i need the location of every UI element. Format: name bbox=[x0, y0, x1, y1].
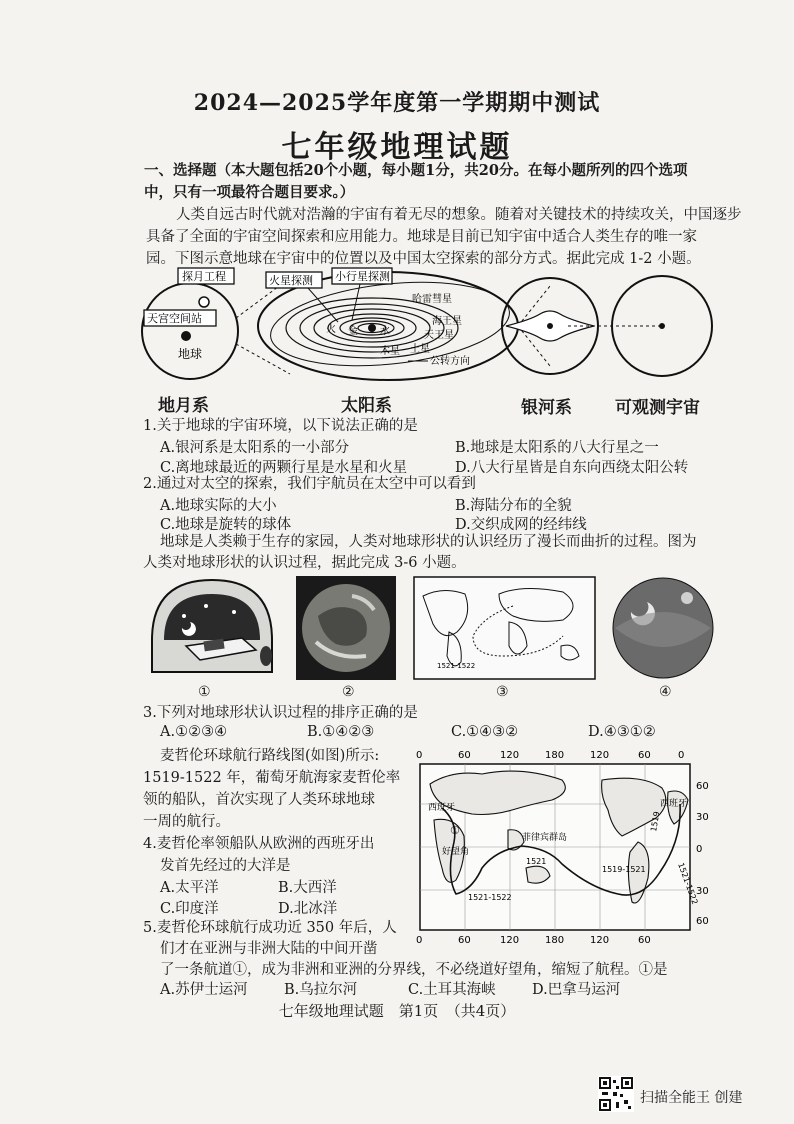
map-top-tick-2: 120 bbox=[500, 750, 520, 761]
q2-option-b[interactable]: B.海陆分布的全貌 bbox=[455, 498, 572, 514]
map-right-tick-1: 30 bbox=[696, 812, 709, 823]
q1-stem: 1.关于地球的宇宙环境，以下说法正确的是 bbox=[143, 418, 418, 434]
map-philippines: 菲律宾群岛 bbox=[522, 833, 568, 843]
uranus-label: 天王星 bbox=[424, 330, 454, 341]
saturn-label: 土星 bbox=[410, 344, 430, 355]
scan-app-watermark: 扫描全能王 创建 bbox=[640, 1090, 743, 1106]
q5-option-b[interactable]: B.乌拉尔河 bbox=[284, 982, 358, 998]
map-top-tick-6: 0 bbox=[678, 750, 685, 761]
passage2-line1: 地球是人类赖于生存的家园，人类对地球形状的认识经历了漫长而曲折的过程。图为 bbox=[160, 534, 697, 550]
q4-option-d[interactable]: D.北冰洋 bbox=[278, 901, 338, 917]
figure-number-4: ④ bbox=[659, 684, 672, 700]
map-route-1521: 1521 bbox=[526, 857, 547, 866]
map-bottom-tick-4: 120 bbox=[590, 935, 610, 946]
q2-option-c[interactable]: C.地球是旋转的球体 bbox=[160, 517, 292, 533]
map-right-tick-3: 30 bbox=[696, 886, 709, 897]
passage2-line2: 人类对地球形状的认识过程，据此完成 3-6 小题。 bbox=[143, 555, 466, 571]
map-route-1521-1522: 1521-1522 bbox=[468, 893, 512, 902]
caption-universe: 可观测宇宙 bbox=[615, 398, 700, 418]
q4-option-c[interactable]: C.印度洋 bbox=[160, 901, 219, 917]
caption-galaxy: 银河系 bbox=[521, 398, 572, 418]
map-top-tick-0: 0 bbox=[416, 750, 423, 761]
map-bottom-tick-2: 120 bbox=[500, 935, 520, 946]
map-top-tick-3: 180 bbox=[545, 750, 565, 761]
figure-number-3: ③ bbox=[496, 684, 509, 700]
section-instruction-2: 中，只有一项最符合题目要求。） bbox=[144, 184, 355, 201]
tiangong-label: 天宫空间站 bbox=[147, 312, 202, 325]
route-year-label: 1521-1522 bbox=[437, 662, 476, 670]
section-instruction-1: 一、选择题（本大题包括20个小题，每小题1分，共20分。在每小题所列的四个选项 bbox=[144, 162, 688, 179]
caption-solar: 太阳系 bbox=[341, 396, 392, 416]
caption-earth-moon: 地月系 bbox=[158, 396, 209, 416]
revolution-label: 公转方向 bbox=[430, 356, 470, 367]
map-route-1521-1522b: 1521-1522 bbox=[676, 861, 700, 906]
q5-stem-3: 了一条航道①，成为非洲和亚洲的分界线，不必绕道好望角，缩短了航程。①是 bbox=[160, 962, 668, 978]
q5-option-a[interactable]: A.苏伊士运河 bbox=[160, 982, 248, 998]
map-spain-left: 西班牙 bbox=[428, 803, 456, 813]
mercury-label: 水 bbox=[380, 326, 390, 337]
q1-option-c[interactable]: C.离地球最近的两颗行星是水星和火星 bbox=[160, 460, 408, 476]
map-spain-right: 西班牙 bbox=[660, 799, 688, 809]
q3-option-a[interactable]: A.①②③④ bbox=[160, 724, 228, 740]
q1-option-a[interactable]: A.银河系是太阳系的一小部分 bbox=[160, 440, 350, 456]
dome-sky-image bbox=[146, 576, 278, 680]
mars-probe-label: 火星探测 bbox=[269, 274, 313, 287]
map-bottom-tick-1: 60 bbox=[458, 935, 471, 946]
halley-label: 哈雷彗星 bbox=[412, 294, 452, 305]
q5-stem-1: 5.麦哲伦环球航行成功近 350 年后，人 bbox=[143, 920, 397, 936]
sun-icon bbox=[368, 324, 376, 332]
q2-stem: 2.通过对太空的探索，我们宇航员在太空中可以看到 bbox=[143, 476, 476, 492]
passage3-line4: 一周的航行。 bbox=[143, 814, 230, 830]
moon-icon bbox=[199, 297, 209, 307]
q3-stem: 3.下列对地球形状认识过程的排序正确的是 bbox=[143, 705, 418, 721]
earth-shadow-moon-image bbox=[611, 576, 715, 680]
map-good-hope: 好望角 bbox=[442, 847, 470, 857]
figure-number-2: ② bbox=[342, 684, 355, 700]
q1-option-b[interactable]: B.地球是太阳系的八大行星之一 bbox=[455, 440, 659, 456]
map-waterway-1: ① bbox=[450, 824, 460, 837]
q3-option-b[interactable]: B.①④②③ bbox=[307, 724, 375, 740]
q2-option-a[interactable]: A.地球实际的大小 bbox=[160, 498, 277, 514]
exam-title: 2024—2025学年度第一学期期中测试 bbox=[193, 90, 601, 116]
magellan-route-map bbox=[412, 744, 722, 950]
figure-number-1: ① bbox=[198, 684, 211, 700]
map-top-tick-1: 60 bbox=[458, 750, 471, 761]
q4-stem-1: 4.麦哲伦率领船队从欧洲的西班牙出 bbox=[143, 836, 375, 852]
q1-option-d[interactable]: D.八大行星皆是自东向西绕太阳公转 bbox=[455, 460, 689, 476]
map-right-tick-0: 60 bbox=[696, 781, 709, 792]
map-top-tick-4: 120 bbox=[590, 750, 610, 761]
passage1-line2: 具备了全面的宇宙空间探索和应用能力。地球是目前已知宇宙中适合人类生存的唯一家 bbox=[146, 229, 697, 245]
q4-stem-2: 发首先经过的大洋是 bbox=[160, 858, 291, 874]
passage3-line2: 1519-1522 年，葡萄牙航海家麦哲伦率 bbox=[143, 770, 401, 786]
universe-diagram bbox=[140, 266, 730, 386]
earth-photo-image bbox=[296, 576, 396, 680]
page-footer: 七年级地理试题 第1页 （共4页） bbox=[278, 1002, 516, 1020]
q5-option-c[interactable]: C.土耳其海峡 bbox=[408, 982, 496, 998]
venus-label: 金 bbox=[348, 326, 358, 337]
q5-option-d[interactable]: D.巴拿马运河 bbox=[532, 982, 621, 998]
map-route-1519: 1519 bbox=[649, 810, 662, 833]
passage1-line3: 园。下图示意地球在宇宙中的位置以及中国太空探索的部分方式。据此完成 1-2 小题。 bbox=[146, 251, 701, 267]
q5-stem-2: 们才在亚洲与非洲大陆的中间开凿 bbox=[160, 941, 378, 957]
map-right-tick-2: 0 bbox=[696, 844, 703, 855]
map-top-tick-5: 60 bbox=[638, 750, 651, 761]
lunar-label: 探月工程 bbox=[182, 270, 226, 283]
map-bottom-tick-3: 180 bbox=[545, 935, 565, 946]
earth-moon-circle bbox=[142, 283, 238, 379]
earth-icon bbox=[181, 331, 191, 341]
world-route-image bbox=[413, 576, 596, 680]
mars-label: 火 bbox=[326, 324, 336, 335]
passage1-line1: 人类自远古时代就对浩瀚的宇宙有着无尽的想象。随着对关键技术的持续攻关，中国逐步 bbox=[176, 207, 742, 223]
passage3-line1: 麦哲伦环球航行路线图(如图)所示: bbox=[160, 748, 380, 764]
passage3-line3: 领的船队，首次实现了人类环球地球 bbox=[143, 792, 375, 808]
q4-option-b[interactable]: B.大西洋 bbox=[278, 880, 337, 896]
asteroid-probe-label: 小行星探测 bbox=[335, 270, 390, 283]
q3-option-c[interactable]: C.①④③② bbox=[451, 724, 519, 740]
map-route-1519-1521: 1519-1521 bbox=[602, 865, 646, 874]
q2-option-d[interactable]: D.交织成网的经纬线 bbox=[455, 517, 587, 533]
qr-code-icon bbox=[598, 1076, 634, 1112]
map-right-tick-4: 60 bbox=[696, 916, 709, 927]
map-bottom-tick-5: 60 bbox=[638, 935, 651, 946]
neptune-label: 海王星 bbox=[432, 316, 462, 327]
subject-title: 七年级地理试题 bbox=[281, 130, 513, 165]
map-bottom-tick-0: 0 bbox=[416, 935, 423, 946]
q4-option-a[interactable]: A.太平洋 bbox=[160, 880, 219, 896]
jupiter-label: 木星 bbox=[380, 346, 400, 357]
earth-label: 地球 bbox=[178, 347, 203, 361]
q3-option-d[interactable]: D.④③①② bbox=[588, 724, 656, 740]
